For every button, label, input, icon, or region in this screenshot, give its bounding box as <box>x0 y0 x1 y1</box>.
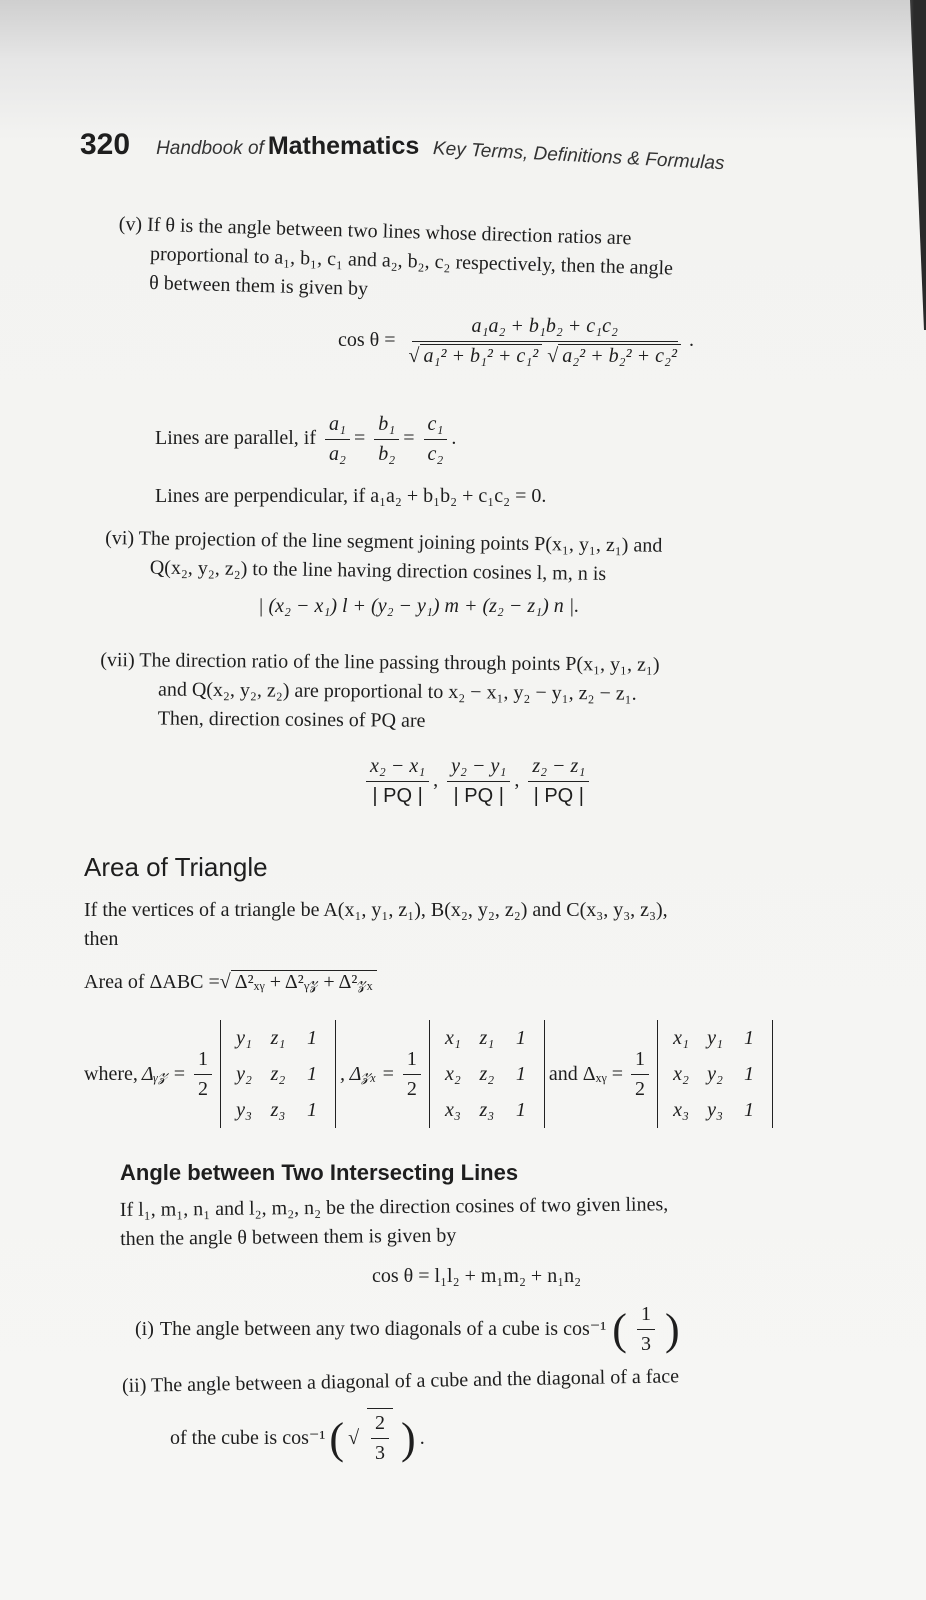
text-line: θ between them is given by <box>148 271 369 300</box>
item-label: (v) <box>118 213 143 236</box>
matrix-entry: 1 <box>744 1063 754 1085</box>
matrix-entry: 1 <box>515 1063 526 1085</box>
formula-radicand: Δ²ₓᵧ + Δ²ᵧ𝓏 + Δ²𝓏ₓ <box>231 970 377 993</box>
text-line: The projection of the line segment joining points P(x₁, y₁, z₁) and <box>138 527 663 557</box>
matrix-entry: x₃ <box>444 1099 461 1121</box>
item-ii-line2: of the cube is cos⁻¹ ( √ $\frac{2}{3}$ ) . <box>170 1408 425 1468</box>
matrix-entry: y₂ <box>236 1063 252 1085</box>
determinant-zx <box>429 1020 545 1128</box>
formula-lhs: cos θ = <box>338 329 396 352</box>
matrix-entry: 1 <box>307 1099 318 1121</box>
frac-num: 1 <box>403 1045 421 1075</box>
delta-xy-label: and Δₓᵧ = <box>548 1062 623 1085</box>
determinant-yz <box>220 1020 336 1128</box>
frac-den: b₂ <box>378 443 396 465</box>
angle-formula: cos θ = l₁l₂ + m₁m₂ + n₁n₂ <box>372 1265 582 1287</box>
frac-num: 2 <box>371 1409 389 1439</box>
item-ii <box>122 1362 680 1401</box>
area-formula: Area of ΔABC =√ Δ²ₓᵧ + Δ²ᵧ𝓏 + Δ²𝓏ₓ <box>84 968 377 997</box>
frac-den: 2 <box>406 1077 417 1100</box>
frac-den: 3 <box>375 1442 386 1464</box>
parallel-condition: Lines are parallel, if $\frac{\text{a₁}}{\text{a₂}}$ = $\frac{\text{b₁}}{\text{b₂}}$ = $\frac{\text{c₁}}{\text{c₂}}$ . <box>155 410 456 469</box>
text-line: Q(x₂, y₂, z₂) to the line having direction cosines l, m, n is <box>149 556 607 585</box>
frac-num: 1 <box>637 1300 655 1330</box>
matrix-entry: y₁ <box>707 1027 723 1049</box>
text-line: The angle between any two diagonals of a cube is cos⁻¹ <box>159 1318 607 1340</box>
frac-den: a₂ <box>329 443 346 465</box>
frac-den: 2 <box>198 1077 209 1100</box>
text-line: of the cube is cos⁻¹ <box>170 1426 326 1449</box>
item-vi <box>105 524 663 590</box>
matrix-entry: y₁ <box>236 1027 252 1049</box>
matrix-entry: y₃ <box>236 1099 252 1121</box>
text-line: The direction ratio of the line passing through points P(x₁, y₁, z₁) <box>139 649 660 676</box>
frac-num: b₁ <box>374 410 399 440</box>
text-line: proportional to a₁, b₁, c₁ and a₂, b₂, c₂ respectively, then the angle <box>149 242 674 280</box>
matrix-entry: x₂ <box>444 1063 461 1085</box>
frac-den: 2 <box>635 1077 645 1100</box>
item-label: (ii) <box>121 1374 147 1397</box>
frac-den: | PQ | <box>533 785 584 807</box>
item-vii <box>100 646 660 738</box>
matrix-entry: z₂ <box>479 1063 495 1085</box>
text-line: The angle between a diagonal of a cube and the diagonal of a face <box>150 1365 680 1397</box>
header-prefix: Handbook of <box>156 138 264 159</box>
delta-yz-label: Δᵧ𝓏 = <box>141 1062 187 1085</box>
text-line: If θ is the angle between two lines whose direction ratios are <box>146 213 632 250</box>
header-subtitle: Key Terms, Definitions & Formulas <box>432 138 726 175</box>
text-line: then the angle θ between them is given by <box>120 1224 457 1250</box>
angle-intro <box>120 1190 669 1254</box>
formula-lhs: Area of ΔABC = <box>84 971 220 993</box>
item-label: (i) <box>135 1318 154 1340</box>
matrix-entry: z₂ <box>270 1063 286 1085</box>
matrix-entry: x₁ <box>444 1027 461 1049</box>
header-title: Mathematics <box>267 132 420 160</box>
text: where, <box>84 1062 138 1085</box>
item-label: (vii) <box>100 649 135 672</box>
matrix-entry: y₂ <box>707 1063 723 1085</box>
matrix-entry: 1 <box>744 1027 754 1049</box>
frac-num: z₂ − z₁ <box>528 752 589 782</box>
frac-num: 1 <box>194 1045 212 1075</box>
page-number: 320 <box>80 128 131 161</box>
frac-num: a₁ <box>325 410 350 440</box>
area-intro <box>84 896 668 954</box>
determinants <box>84 1020 773 1128</box>
text-line: then <box>84 928 119 950</box>
page-edge-shadow <box>886 0 926 330</box>
text-line: and Q(x₂, y₂, z₂) are proportional to x₂ − x₁, y₂ − y₁, z₂ − z₁. <box>157 678 637 705</box>
matrix-entry: x₂ <box>673 1063 689 1085</box>
matrix-entry: z₁ <box>479 1027 495 1049</box>
text-line: Then, direction cosines of PQ are <box>157 707 426 732</box>
matrix-entry: 1 <box>307 1063 318 1085</box>
text: Lines are parallel, if <box>155 427 317 450</box>
matrix-entry: z₁ <box>270 1027 286 1049</box>
section-heading-area: Area of Triangle <box>84 852 268 882</box>
page-header <box>80 128 726 175</box>
section-heading-angle: Angle between Two Intersecting Lines <box>120 1160 519 1185</box>
matrix-entry: 1 <box>744 1099 754 1121</box>
text-line: If l₁, m₁, n₁ and l₂, m₂, n₂ be the direction cosines of two given lines, <box>119 1193 669 1222</box>
frac-den: c₂ <box>427 443 444 465</box>
matrix-entry: y₃ <box>707 1099 723 1121</box>
matrix-entry: x₁ <box>673 1027 689 1049</box>
direction-cosines-formula: $\frac{\text{x₂ − x₁}}{| PQ |}$ , $\frac{\text{y₂ − y₁}}{| PQ |}$ , $\frac{\text{z₂ − z₁}}{| PQ |}$ <box>362 752 593 811</box>
formula-denominator: a₁² + b₁² + c₁² <box>420 344 543 367</box>
frac-den: | PQ | <box>372 785 423 807</box>
projection-formula: | (x₂ − x₁) l + (y₂ − y₁) m + (z₂ − z₁) n |. <box>258 595 580 617</box>
matrix-entry: x₃ <box>673 1099 689 1121</box>
frac-num: y₂ − y₁ <box>447 752 510 782</box>
frac-num: x₂ − x₁ <box>366 752 429 782</box>
frac-num: c₁ <box>424 410 448 440</box>
frac-den: 3 <box>640 1333 651 1355</box>
item-i: (i) The angle between any two diagonals of a cube is cos⁻¹ ( $\frac{1}{3}$ ) <box>135 1300 680 1359</box>
delta-zx-label: , Δ𝓏ₓ = <box>340 1062 395 1085</box>
cos-formula: cos θ = $\frac{\text{a₁a₂ + b₁b₂ + c₁c₂}}{\text{√ a₁² + b₁² + c₁² √ a₂² + b₂² + c₂²}}$ . <box>338 312 694 371</box>
matrix-entry: 1 <box>307 1027 318 1049</box>
item-label: (vi) <box>105 527 135 550</box>
text-line: If the vertices of a triangle be A(x₁, y₁, z₁), B(x₂, y₂, z₂) and C(x₃, y₃, z₃), <box>84 899 668 921</box>
matrix-entry: z₃ <box>479 1099 495 1121</box>
matrix-entry: z₃ <box>270 1099 286 1121</box>
perpendicular-condition: Lines are perpendicular, if a₁a₂ + b₁b₂ + c₁c₂ = 0. <box>155 485 547 507</box>
formula-numerator: a₁a₂ + b₁b₂ + c₁c₂ <box>412 312 678 342</box>
matrix-entry: 1 <box>515 1027 526 1049</box>
determinant-xy <box>657 1020 773 1128</box>
formula-denominator: a₂² + b₂² + c₂² <box>558 344 681 367</box>
matrix-entry: 1 <box>515 1099 526 1121</box>
frac-num: 1 <box>631 1045 649 1075</box>
frac-den: | PQ | <box>453 785 504 807</box>
item-v <box>117 210 674 312</box>
